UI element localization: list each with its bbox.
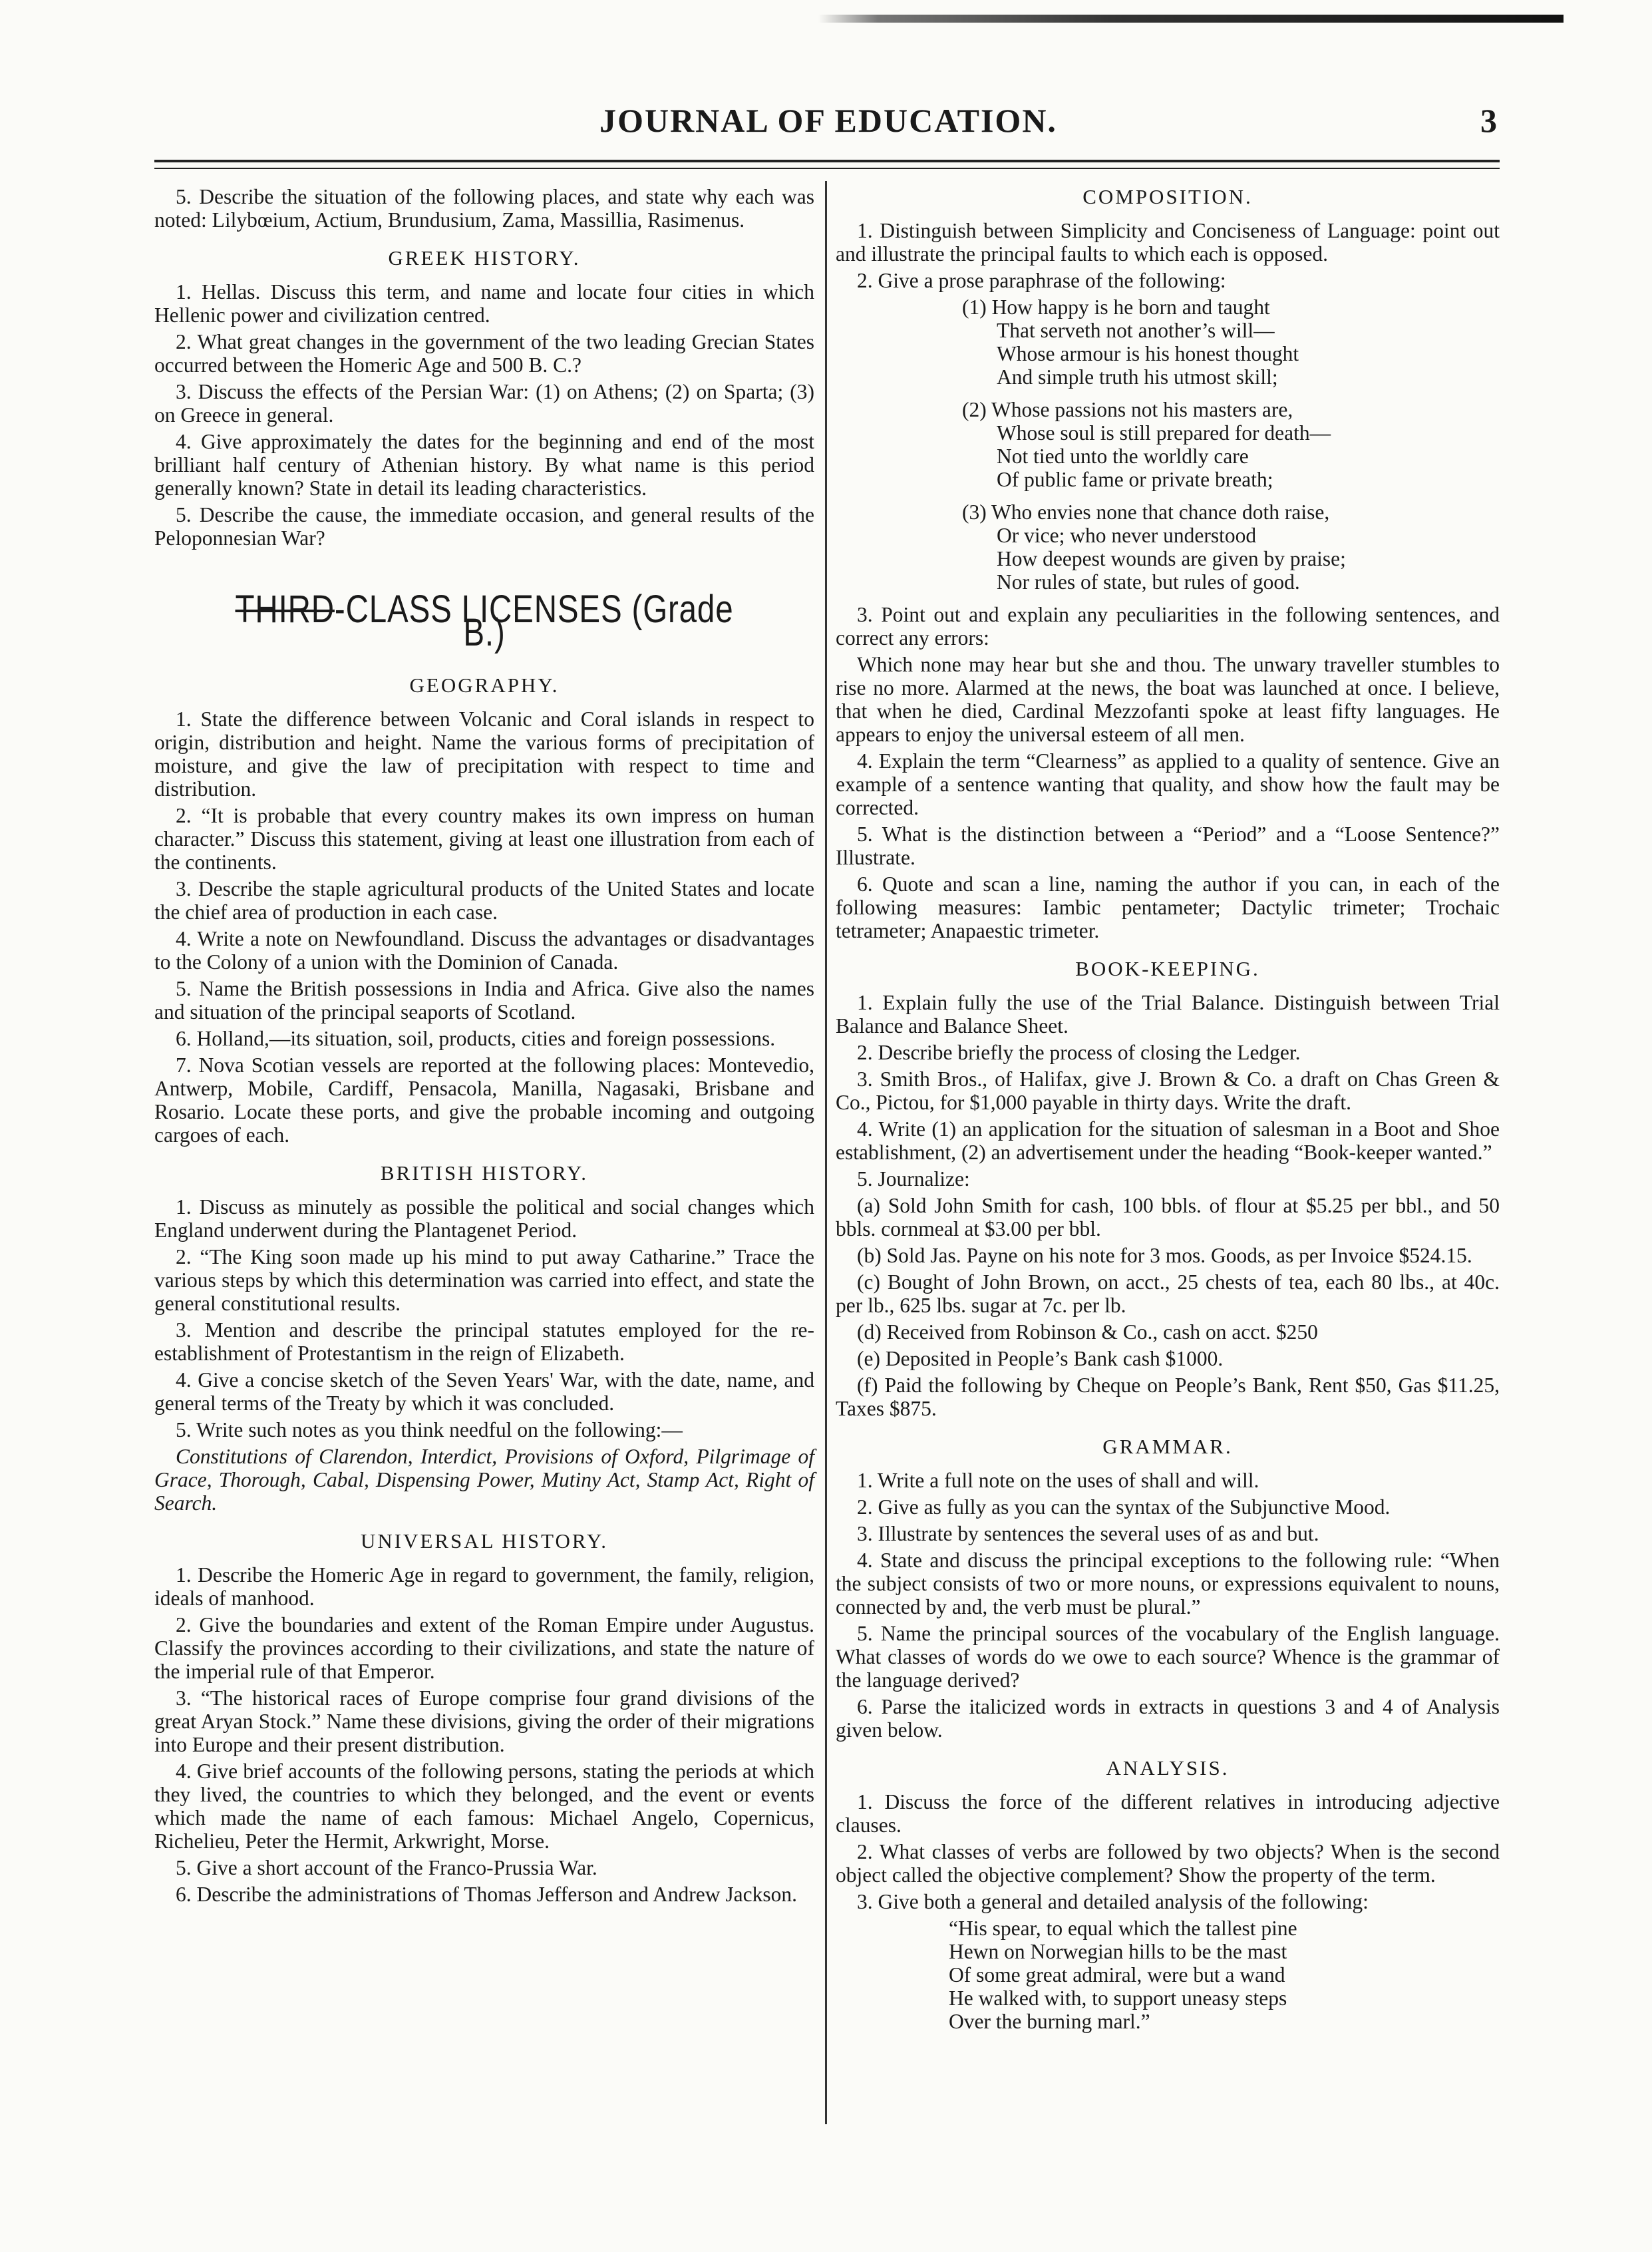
grammar-heading: GRAMMAR. [1102, 1435, 1233, 1458]
geography-question: 5. Name the British possessions in India and Africa. Give also the names and situation of the principal seaports of Scotland. [154, 977, 814, 1024]
composition-question: 3. Point out and explain any peculiarities in the following sentences, and correct any errors: [836, 603, 1500, 650]
bookkeeping-heading: BOOK-KEEPING. [1075, 957, 1260, 980]
journal-entry: (b) Sold Jas. Payne on his note for 3 mos. Goods, as per Invoice $524.15. [857, 1244, 1472, 1267]
poem-line: That serveth not another’s will— [997, 319, 1275, 342]
geography-question: 6. Holland,—its situation, soil, products, cities and foreign possessions. [176, 1027, 776, 1050]
quote-line: Over the burning marl.” [949, 2010, 1150, 2033]
quote-line: Of some great admiral, were but a wand [949, 1963, 1285, 1986]
bookkeeping-question: 4. Write (1) an application for the situation of salesman in a Boot and Shoe establishment, (2) an advertisement under the heading “Book-keeper wanted.” [836, 1117, 1500, 1164]
column-divider [825, 181, 827, 2124]
grammar-question: 6. Parse the italicized words in extracts in questions 3 and 4 of Analysis given below. [836, 1695, 1500, 1742]
top-decorative-rule [818, 15, 1564, 23]
greek-question: 5. Describe the cause, the immediate occasion, and general results of the Peloponnesian War? [154, 503, 814, 550]
greek-question: 3. Discuss the effects of the Persian War: (1) on Athens; (2) on Sparta; (3) on Greece in general. [154, 380, 814, 427]
poem-line: Of public fame or private breath; [997, 468, 1273, 491]
page-number: 3 [1480, 102, 1497, 139]
poem-line: (1) How happy is he born and taught [962, 295, 1270, 319]
composition-question: 4. Explain the term “Clearness” as applied to a quality of sentence. Give an example of a sentence wanting that quality, and show how the fault may be corrected. [836, 749, 1500, 819]
universal-question: 5. Give a short account of the Franco-Prussia War. [176, 1856, 597, 1879]
page-header [160, 101, 1497, 141]
journal-entry: (e) Deposited in People’s Bank cash $1000. [857, 1347, 1224, 1370]
bookkeeping-question: 5. Journalize: [857, 1167, 970, 1191]
poem-line: Not tied unto the worldly care [997, 445, 1249, 468]
greek-question: 4. Give approximately the dates for the beginning and end of the most brilliant half century of Athenian history. By what name is this period generally known? State in detail its leading characteristics. [154, 430, 814, 500]
greek-history-heading: GREEK HISTORY. [388, 246, 581, 270]
geography-question: 3. Describe the staple agricultural products of the United States and locate the chief area of production in each case. [154, 877, 814, 924]
running-head: JOURNAL OF EDUCATION. [599, 102, 1057, 139]
journal-entry: (c) Bought of John Brown, on acct., 25 chests of tea, each 80 lbs., at 40c. per lb., 625 lbs. sugar at 7c. per lb. [836, 1270, 1500, 1317]
analysis-heading: ANALYSIS. [1106, 1756, 1230, 1780]
analysis-question: 1. Discuss the force of the different relatives in introducing adjective clauses. [836, 1790, 1500, 1837]
poem-line: (3) Who envies none that chance doth raise, [962, 500, 1330, 524]
section-title-rest: -CLASS LICENSES (Grade B.) [334, 588, 734, 654]
grammar-question: 2. Give as fully as you can the syntax of the Subjunctive Mood. [857, 1495, 1391, 1519]
journal-entry: (f) Paid the following by Cheque on People’s Bank, Rent $50, Gas $11.25, Taxes $875. [836, 1374, 1500, 1420]
poem-line: (2) Whose passions not his masters are, [962, 398, 1293, 421]
poem-line: How deepest wounds are given by praise; [997, 547, 1346, 570]
analysis-question: 2. What classes of verbs are followed by two objects? When is the second object called the objective complement? Show the property of the term. [836, 1840, 1500, 1887]
british-question: 2. “The King soon made up his mind to put away Catharine.” Trace the various steps by which this determination was carried into effect, and state the general constitutional results. [154, 1245, 814, 1315]
bookkeeping-question: 3. Smith Bros., of Halifax, give J. Brown & Co. a draft on Chas Green & Co., Pictou, for $1,000 payable in thirty days. Write the draft. [836, 1067, 1500, 1114]
poem-stanza-2 [836, 398, 1500, 491]
grammar-question: 5. Name the principal sources of the vocabulary of the English language. What classes of words do we owe to each source? Whence is the grammar of the language derived? [836, 1622, 1500, 1692]
poem-line: Nor rules of state, but rules of good. [997, 570, 1300, 594]
composition-question: 5. What is the distinction between a “Period” and a “Loose Sentence?” Illustrate. [836, 823, 1500, 869]
composition-question: 1. Distinguish between Simplicity and Conciseness of Language: point out and illustrate the principal faults to which each is opposed. [836, 219, 1500, 266]
header-rule-thick [154, 160, 1500, 162]
poem-line: Whose soul is still prepared for death— [997, 421, 1331, 445]
greek-question: 2. What great changes in the government of the two leading Grecian States occurred between the Homeric Age and 500 B. C.? [154, 330, 814, 377]
composition-question: 2. Give a prose paraphrase of the following: [857, 269, 1226, 292]
header-rule-thin [154, 168, 1500, 169]
universal-question: 4. Give brief accounts of the following persons, stating the periods at which they lived, the countries to which they belonged, and the event or events which made the name of each famous: Michael Angelo, Copernicus, Richelieu, Peter the Hermit, Arkwright, Morse. [154, 1760, 814, 1853]
composition-question: 6. Quote and scan a line, naming the author if you can, in each of the following measures: Iambic pentameter; Dactylic trimeter; Trochaic tetrameter; Anapaestic trimeter. [836, 872, 1500, 942]
poem-line: Or vice; who never understood [997, 524, 1257, 547]
universal-history-heading: UNIVERSAL HISTORY. [360, 1529, 609, 1553]
british-question: 1. Discuss as minutely as possible the political and social changes which England underwent during the Plantagenet Period. [154, 1195, 814, 1242]
roman-history-question-5: 5. Describe the situation of the following places, and state why each was noted: Lilybœium, Actium, Brundusium, Zama, Massillia, Rasimenus. [154, 185, 814, 232]
universal-question: 3. “The historical races of Europe comprise four grand divisions of the great Aryan Stock.” Name these divisions, giving the order of their migrations into Europe and their present distribution. [154, 1686, 814, 1756]
poem-stanza-1 [836, 295, 1500, 389]
greek-question: 1. Hellas. Discuss this term, and name and locate four cities in which Hellenic power and civilization centred. [154, 280, 814, 327]
bookkeeping-question: 1. Explain fully the use of the Trial Balance. Distinguish between Trial Balance and Balance Sheet. [836, 991, 1500, 1037]
bookkeeping-question: 2. Describe briefly the process of closing the Ledger. [857, 1041, 1301, 1064]
left-column [154, 185, 814, 1909]
grammar-question: 1. Write a full note on the uses of shall and will. [857, 1469, 1259, 1492]
quote-line: He walked with, to support uneasy steps [949, 1986, 1287, 2010]
analysis-question: 3. Give both a general and detailed analysis of the following: [857, 1890, 1369, 1913]
right-column [836, 185, 1500, 2042]
quote-line: “His spear, to equal which the tallest pine [949, 1917, 1297, 1940]
journal-entry: (d) Received from Robinson & Co., cash on acct. $250 [857, 1320, 1318, 1344]
geography-question: 1. State the difference between Volcanic and Coral islands in respect to origin, distribution and height. Name the various forms of precipitation of moisture, and give the law of precipitation with respect to time and distribution. [154, 707, 814, 801]
section-title-struck: THIRD [235, 588, 335, 631]
poem-line: And simple truth his utmost skill; [997, 365, 1278, 389]
geography-question: 4. Write a note on Newfoundland. Discuss the advantages or disadvantages to the Colony of a union with the Dominion of Canada. [154, 927, 814, 974]
universal-question: 6. Describe the administrations of Thomas Jefferson and Andrew Jackson. [176, 1883, 798, 1906]
universal-question: 1. Describe the Homeric Age in regard to government, the family, religion, ideals of manhood. [154, 1563, 814, 1610]
poem-line: Whose armour is his honest thought [997, 342, 1299, 365]
british-question: 5. Write such notes as you think needful on the following:— [176, 1418, 683, 1441]
composition-heading: COMPOSITION. [1082, 185, 1253, 208]
british-question: 4. Give a concise sketch of the Seven Years' War, with the date, name, and general terms of the Treaty by which it was concluded. [154, 1368, 814, 1415]
geography-question: 2. “It is probable that every country makes its own impress on human character.” Discuss this statement, giving at least one illustration from each of the continents. [154, 804, 814, 874]
composition-sentences: Which none may hear but she and thou. The unwary traveller stumbles to rise no more. Alarmed at the news, the boat was launched at once. I believe, that when he died, Cardinal Mezzofanti spoke at least fifty languages. He appears to enjoy the universal esteem of all men. [836, 653, 1500, 746]
geography-question: 7. Nova Scotian vessels are reported at the following places: Montevedio, Antwerp, Mobile, Cardiff, Pensacola, Manilla, Nagasaki, Brisbane and Rosario. Locate these ports, and give the probable incoming and outgoing cargoes of each. [154, 1053, 814, 1147]
journal-entry: (a) Sold John Smith for cash, 100 bbls. of flour at $5.25 per bbl., and 50 bbls. cornmeal at $3.00 per bbl. [836, 1194, 1500, 1240]
grammar-question: 4. State and discuss the principal exceptions to the following rule: “When the subject consists of two or more nouns, or expressions equivalent to nouns, connected by and, the verb must be plural.” [836, 1549, 1500, 1618]
quote-line: Hewn on Norwegian hills to be the mast [949, 1940, 1287, 1963]
section-title [214, 588, 754, 654]
british-notes-terms: Constitutions of Clarendon, Interdict, Provisions of Oxford, Pilgrimage of Grace, Thorough, Cabal, Dispensing Power, Mutiny Act, Stamp Act, Right of Search. [154, 1445, 814, 1515]
analysis-quote [836, 1917, 1500, 2033]
british-history-heading: BRITISH HISTORY. [380, 1161, 589, 1185]
british-question: 3. Mention and describe the principal statutes employed for the re-establishment of Protestantism in the reign of Elizabeth. [154, 1318, 814, 1365]
poem-stanza-3 [836, 500, 1500, 594]
geography-heading: GEOGRAPHY. [409, 673, 560, 697]
grammar-question: 3. Illustrate by sentences the several uses of as and but. [857, 1522, 1319, 1545]
universal-question: 2. Give the boundaries and extent of the Roman Empire under Augustus. Classify the provinces according to their civilizations, and state the nature of the imperial rule of that Emperor. [154, 1613, 814, 1683]
